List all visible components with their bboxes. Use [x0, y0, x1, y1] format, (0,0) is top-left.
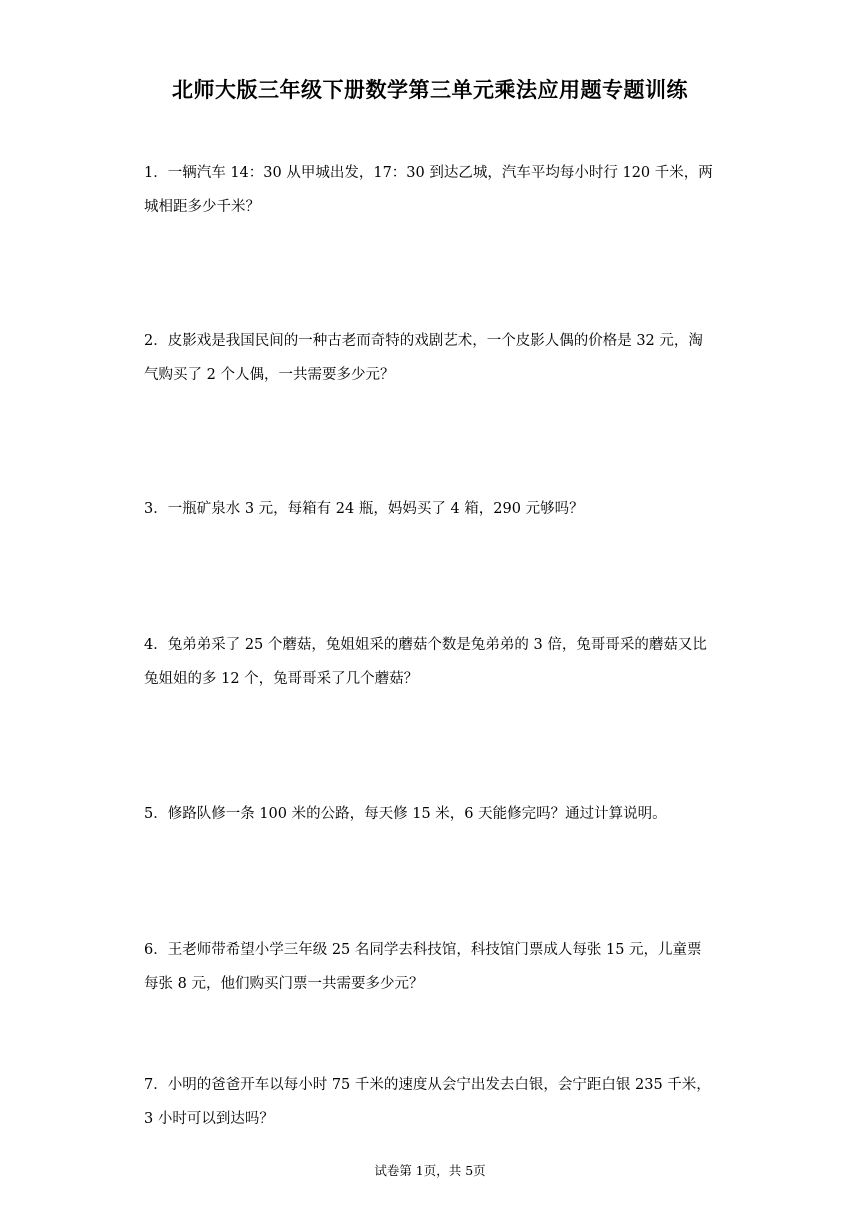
page-footer: 试卷第 1页，共 5页 [374, 1163, 486, 1178]
question-6-line-1: 6．王老师带希望小学三年级 25 名同学去科技馆，科技馆门票成人每张 15 元，儿童票 [144, 942, 702, 958]
question-7 [144, 1068, 724, 1136]
question-7-line-1: 7．小明的爸爸开车以每小时 75 千米的速度从会宁出发去白银，会宁距白银 235 千米， [144, 1077, 711, 1093]
question-2 [144, 324, 724, 392]
question-3-line-1: 3．一瓶矿泉水 3 元，每箱有 24 瓶，妈妈买了 4 箱，290 元够吗？ [144, 501, 584, 517]
question-3 [144, 492, 724, 526]
question-1-line-1: 1．一辆汽车 14：30 从甲城出发，17：30 到达乙城，汽车平均每小时行 120 千米，两 [144, 165, 713, 181]
document-title: 北师大版三年级下册数学第三单元乘法应用题专题训练 [172, 78, 688, 102]
question-1-line-2: 城相距多少千米？ [144, 199, 260, 215]
question-6 [144, 933, 724, 1001]
question-2-line-2: 气购买了 2 个人偶，一共需要多少元？ [144, 367, 395, 383]
question-4 [144, 628, 724, 696]
question-5 [144, 797, 724, 831]
question-1 [144, 156, 724, 224]
question-4-line-1: 4．兔弟弟采了 25 个蘑菇，兔姐姐采的蘑菇个数是兔弟弟的 3 倍，兔哥哥采的蘑菇又比 [144, 637, 707, 653]
question-2-line-1: 2．皮影戏是我国民间的一种古老而奇特的戏剧艺术，一个皮影人偶的价格是 32 元，淘 [144, 333, 703, 349]
question-7-line-2: 3 小时可以到达吗？ [144, 1111, 274, 1127]
question-6-line-2: 每张 8 元，他们购买门票一共需要多少元？ [144, 976, 424, 992]
question-4-line-2: 兔姐姐的多 12 个，兔哥哥采了几个蘑菇？ [144, 671, 419, 687]
question-5-line-1: 5．修路队修一条 100 米的公路，每天修 15 米，6 天能修完吗？通过计算说明。 [144, 806, 667, 822]
